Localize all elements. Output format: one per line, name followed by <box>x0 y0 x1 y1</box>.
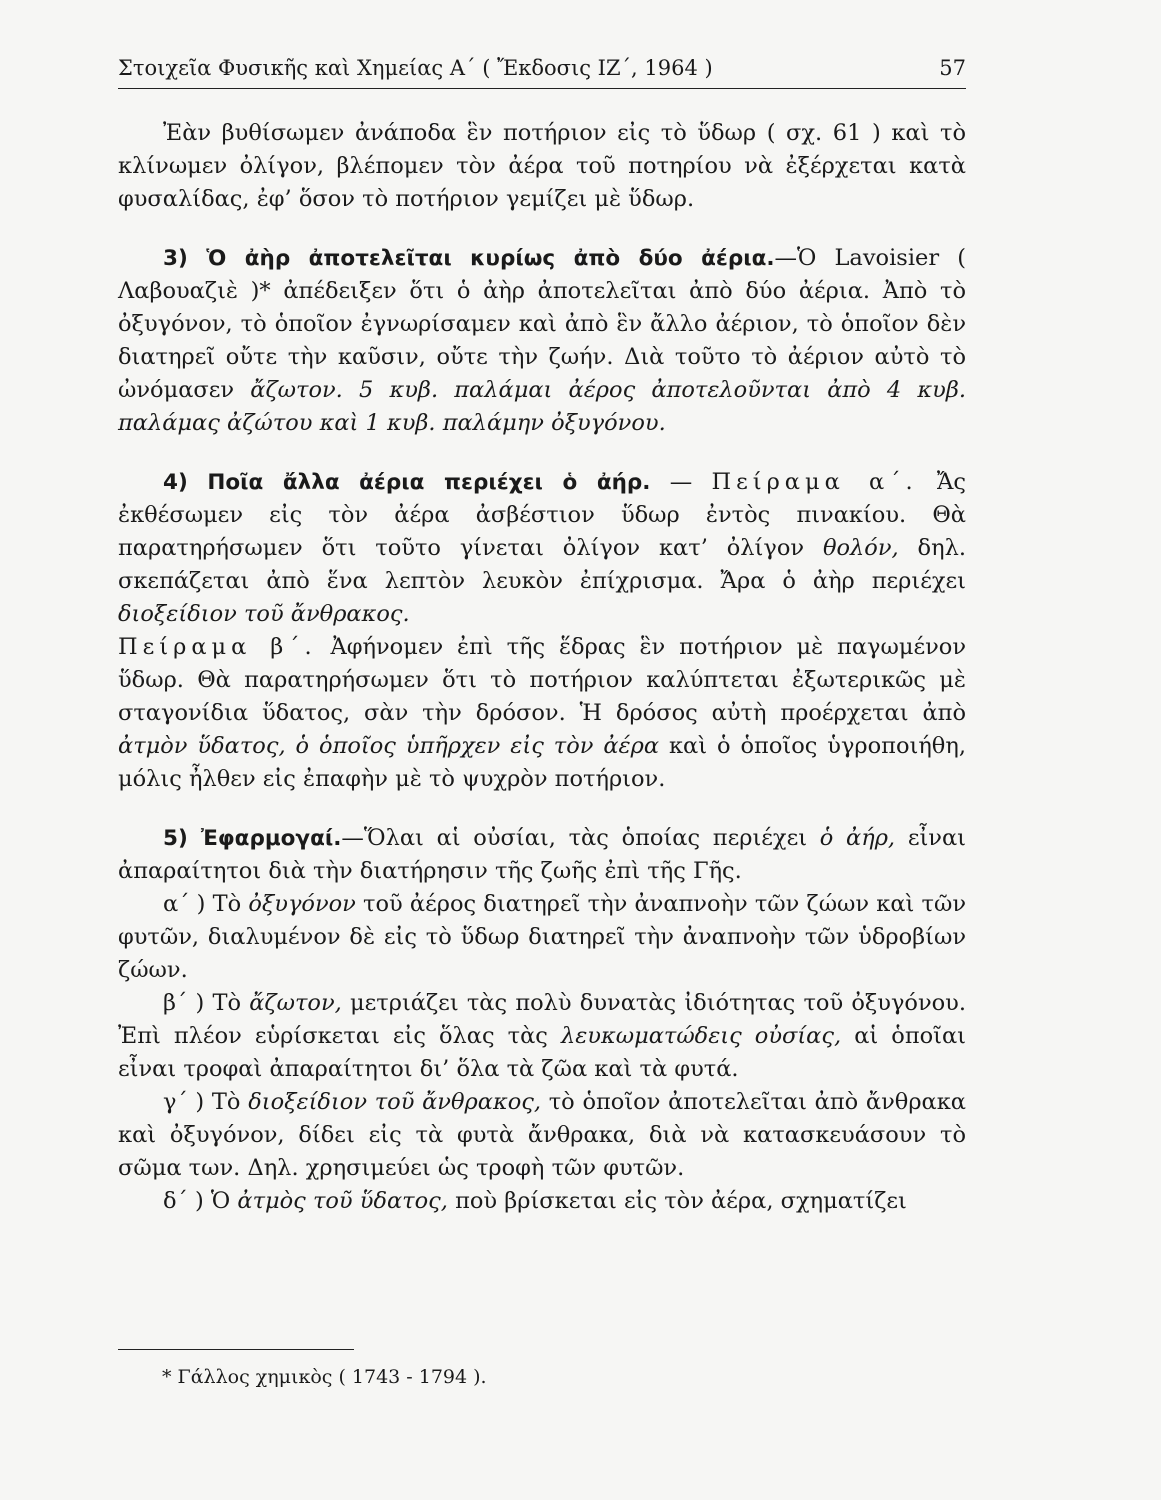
page-number: 57 <box>939 56 966 80</box>
section-5-text-1: —Ὅλαι αἱ οὐσίαι, τὰς ὁποίας περιέχει <box>341 825 820 851</box>
section-4-paragraph <box>118 466 966 631</box>
item-c-co2 <box>118 1086 966 1185</box>
section-5-text-2: εἶναι ἀπαραίτητοι διὰ τὴν διατήρησιν τῆς ζωῆς ἐπὶ τῆς Γῆς. <box>118 825 966 884</box>
item-a-term: ὀξυγόνον <box>248 891 356 917</box>
section-4-italic-1: θολόν, <box>822 535 899 561</box>
item-a-oxygen <box>118 888 966 987</box>
item-b-term: ἄζωτον, <box>249 990 342 1016</box>
running-header <box>118 56 966 89</box>
section-5-heading: 5) Ἐφαρμογαί. <box>163 826 342 851</box>
item-b-text-2: αἱ ὁποῖαι εἶναι τροφαὶ ἀπαραίτητοι δι’ ὅλα τὰ ζῶα καὶ τὰ φυτά. <box>118 1023 966 1082</box>
experiment-b-text-2: καὶ ὁ ὁποῖος ὑγροποιήθη, μόλις ἦλθεν εἰς ἐπαφὴν μὲ τὸ ψυχρὸν ποτήριον. <box>118 733 966 792</box>
item-b-term-2: λευκωματώδεις οὐσίας, <box>560 1023 842 1049</box>
item-d-water-vapor <box>118 1185 966 1218</box>
section-3-heading: 3) Ὁ ἀὴρ ἀποτελεῖται κυρίως ἀπὸ δύο ἀέρια. <box>163 246 775 271</box>
section-5-paragraph <box>118 822 966 888</box>
item-a-text: τοῦ ἀέρος διατηρεῖ τὴν ἀναπνοὴν τῶν ζώων καὶ τῶν φυτῶν, διαλυμένον δὲ εἰς τὸ ὕδωρ διατηρεῖ τὴν ἀναπνοὴν τῶν ὑδροβίων ζώων. <box>118 891 966 983</box>
experiment-b-paragraph <box>118 631 966 796</box>
section-4-text-2: δηλ. σκεπάζεται ἀπὸ ἕνα λεπτὸν λευκὸν ἐπίχρισμα. Ἄρα ὁ ἀὴρ περιέχει <box>118 535 966 594</box>
experiment-b-italic: ἀτμὸν ὕδατος, ὁ ὁποῖος ὑπῆρχεν εἰς τὸν ἀέρα <box>118 733 660 759</box>
experiment-b-label: Πείραμα β΄. <box>118 634 317 660</box>
item-b-nitrogen <box>118 987 966 1086</box>
section-3-italic: ἄζωτον. 5 κυβ. παλάμαι ἀέρος ἀποτελοῦνται ἀπὸ 4 κυβ. παλάμας ἀζώτου καὶ 1 κυβ. παλάμην ὀξυγόνου. <box>118 377 967 436</box>
section-4-italic-2: διοξείδιον τοῦ ἄνθρακος. <box>118 601 410 627</box>
section-4-text-1: Ἄς ἐκθέσωμεν εἰς τὸν ἀέρα ἀσβέστιον ὕδωρ ἐντὸς πινακίου. Θὰ παρατηρήσωμεν ὅτι τοῦτο γίνεται ὀλίγον κατ’ ὀλίγον <box>118 469 966 561</box>
section-4-heading: 4) Ποῖα ἄλλα ἀέρια περιέχει ὁ ἀήρ. <box>163 470 651 495</box>
item-c-lead: γ΄ ) Τὸ <box>163 1089 249 1115</box>
running-title: Στοιχεῖα Φυσικῆς καὶ Χημείας Α΄ ( Ἔκδοσις ΙΖ΄, 1964 ) <box>118 56 713 80</box>
page-body <box>118 117 966 1218</box>
item-c-text: τὸ ὁποῖον ἀποτελεῖται ἀπὸ ἄνθρακα καὶ ὀξυγόνον, δίδει εἰς τὰ φυτὰ ἄνθρακα, διὰ νὰ κατασκευάσουν τὸ σῶμα των. Δηλ. χρησιμεύει ὡς τροφὴ τῶν φυτῶν. <box>118 1089 966 1181</box>
experiment-a-label: Πείραμα α΄. <box>711 469 918 495</box>
footnote: * Γάλλος χημικὸς ( 1743 - 1794 ). <box>162 1366 487 1388</box>
footnote-rule <box>118 1349 354 1350</box>
item-b-text: μετριάζει τὰς πολὺ δυνατὰς ἰδιότητας τοῦ ὀξυγόνου. Ἐπὶ πλέον εὑρίσκεται εἰς ὅλας τὰς <box>118 990 967 1049</box>
item-d-lead: δ΄ ) Ὁ <box>163 1188 238 1214</box>
section-3-paragraph <box>118 242 966 440</box>
item-c-term: διοξείδιον τοῦ ἄνθρακος, <box>248 1089 542 1115</box>
experiment-b-text-1: Ἀφήνομεν ἐπὶ τῆς ἕδρας ἓν ποτήριον μὲ παγωμένον ὕδωρ. Θὰ παρατηρήσωμεν ὅτι τὸ ποτήριον καλύπτεται ἐξωτερικῶς μὲ σταγονίδια ὕδατος, σὰν τὴν δρόσον. Ἡ δρόσος αὐτὴ προέρχεται ἀπὸ <box>118 634 966 726</box>
section-3-text: —Ὁ Lavoisier ( Λαβουαζιὲ )* ἀπέδειξεν ὅτι ὁ ἀὴρ ἀποτελεῖται ἀπὸ δύο ἀέρια. Ἀπὸ τὸ ὀξυγόνον, τὸ ὁποῖον ἐγνωρίσαμεν καὶ ἀπὸ ἓν ἄλλο ἀέριον, τὸ ὁποῖον δὲν διατηρεῖ οὔτε τὴν καῦσιν, οὔτε τὴν ζωήν. Διὰ τοῦτο τὸ ἀέριον αὐτὸ τὸ ὠνόμασεν <box>118 245 967 403</box>
paragraph-immersed-glass: Ἐὰν βυθίσωμεν ἀνάποδα ἓν ποτήριον εἰς τὸ ὕδωρ ( σχ. 61 ) καὶ τὸ κλίνωμεν ὀλίγον, βλέπομεν τὸν ἀέρα τοῦ ποτηρίου νὰ ἐξέρχεται κατὰ φυσαλίδας, ἐφ’ ὅσον τὸ ποτήριον γεμίζει μὲ ὕδωρ. <box>118 120 966 212</box>
section-5-italic: ὁ ἀήρ, <box>819 825 896 851</box>
item-d-text: ποὺ βρίσκεται εἰς τὸν ἀέρα, σχηματίζει <box>447 1188 907 1214</box>
item-a-lead: α΄ ) Τὸ <box>163 891 249 917</box>
item-d-term: ἀτμὸς τοῦ ὕδατος, <box>237 1188 448 1214</box>
section-4-dash: — <box>650 469 712 495</box>
item-b-lead: β΄ ) Τὸ <box>163 990 250 1016</box>
